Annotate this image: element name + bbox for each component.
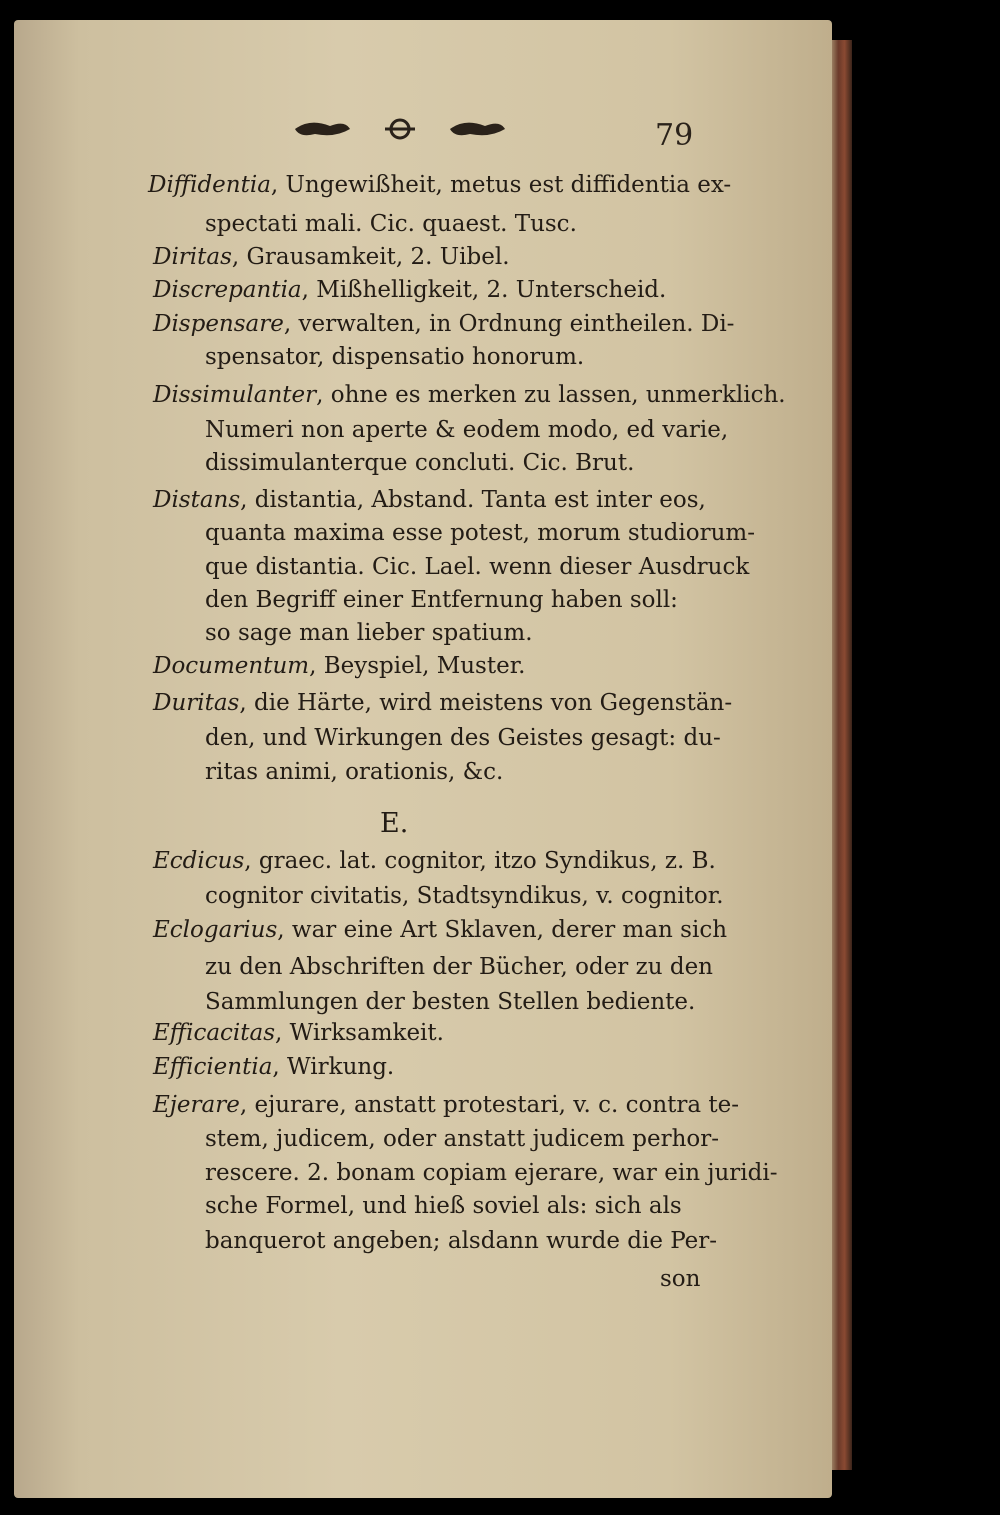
entry-headword: Diritas (153, 244, 232, 270)
entry-text: , graec. lat. cognitor, itzo Syndikus, z. B. (244, 848, 716, 874)
text-line (205, 415, 728, 445)
entry-headword: Eclogarius (153, 917, 278, 943)
entry-text: spensator, dispensatio honorum. (205, 344, 585, 370)
entry-headword: Efficientia (153, 1054, 273, 1080)
text-line (205, 518, 755, 548)
entry-headword: Distans (153, 487, 241, 513)
entry-text: stem, judicem, oder anstatt judicem perhor- (205, 1126, 719, 1152)
entry-text: , war eine Art Sklaven, derer man sich (277, 917, 728, 943)
entry-text: banquerot angeben; alsdann wurde die Per- (205, 1228, 718, 1254)
decorative-header-ornament-icon (290, 118, 510, 140)
entry-text: , Grausamkeit, 2. Uibel. (231, 244, 510, 270)
entry-text: , die Härte, wird meistens von Gegenstän- (239, 690, 733, 716)
entry-text: sche Formel, und hieß soviel als: sich als (205, 1193, 682, 1219)
entry-text: , ohne es merken zu lassen, unmerklich. (316, 382, 786, 408)
entry-text: , Mißhelligkeit, 2. Unterscheid. (301, 277, 667, 303)
entry-text: rescere. 2. bonam copiam ejerare, war ein juridi- (205, 1160, 778, 1186)
text-line (205, 881, 724, 911)
entry-headword: Duritas (153, 690, 240, 716)
text-line (153, 309, 734, 339)
entry-text: so sage man lieber spatium. (205, 620, 533, 646)
entry-text: , Ungewißheit, metus est diffidentia ex- (270, 172, 732, 198)
text-line (205, 342, 584, 372)
entry-text: Numeri non aperte & eodem modo, ed varie, (205, 417, 729, 443)
entry-text: den Begriff einer Entfernung haben soll: (205, 587, 678, 613)
text-line (205, 1191, 682, 1221)
entry-text: , Wirkung. (272, 1054, 395, 1080)
entry-text: spectati mali. Cic. quaest. Tusc. (205, 211, 577, 237)
entry-text: , verwalten, in Ordnung eintheilen. Di- (283, 311, 735, 337)
entry-text: son (660, 1266, 701, 1292)
entry-headword: Ecdicus (153, 848, 245, 874)
text-line (205, 448, 634, 478)
entry-text: quanta maxima esse potest, morum studiorum- (205, 520, 756, 546)
text-line (205, 952, 713, 982)
entry-text: , ejurare, anstatt protestari, v. c. contra te- (239, 1092, 740, 1118)
entry-text: , distantia, Abstand. Tanta est inter eos, (240, 487, 706, 513)
text-line (205, 552, 749, 582)
text-line (153, 688, 732, 718)
text-line (205, 585, 678, 615)
text-line (148, 170, 731, 200)
entry-headword: Efficacitas (153, 1020, 276, 1046)
text-line (205, 1158, 777, 1188)
text-line (660, 1264, 700, 1294)
text-line (153, 380, 786, 410)
entry-text: , Beyspiel, Muster. (309, 653, 526, 679)
entry-text: dissimulanterque concluti. Cic. Brut. (205, 450, 635, 476)
text-line (205, 723, 721, 753)
entry-headword: Documentum (153, 653, 310, 679)
text-line (205, 1124, 719, 1154)
entry-text: den, und Wirkungen des Geistes gesagt: du- (205, 725, 721, 751)
section-heading: E. (380, 808, 409, 839)
entry-text: ritas animi, orationis, &c. (205, 759, 504, 785)
text-line (205, 1226, 717, 1256)
entry-text: zu den Abschriften der Bücher, oder zu den (205, 954, 713, 980)
page-number: 79 (655, 118, 694, 153)
entry-headword: Diffidentia (148, 172, 271, 198)
text-line (205, 618, 533, 648)
text-line (153, 915, 727, 945)
entry-headword: Dispensare (153, 311, 284, 337)
text-line (205, 987, 695, 1017)
entry-headword: Ejerare (153, 1092, 240, 1118)
entry-text: que distantia. Cic. Lael. wenn dieser Ausdruck (205, 554, 750, 580)
text-line (153, 846, 716, 876)
entry-text: Sammlungen der besten Stellen bediente. (205, 989, 696, 1015)
text-line (205, 209, 577, 239)
text-line (205, 757, 503, 787)
entry-headword: Dissimulanter (153, 382, 317, 408)
text-line (153, 242, 510, 272)
entry-text: cognitor civitatis, Stadtsyndikus, v. cognitor. (205, 883, 724, 909)
text-line (153, 651, 526, 681)
text-line (153, 485, 706, 515)
text-line (153, 1018, 444, 1048)
entry-headword: Discrepantia (153, 277, 302, 303)
text-line (153, 1090, 739, 1120)
text-line (153, 275, 666, 305)
entry-text: , Wirksamkeit. (275, 1020, 444, 1046)
text-line (153, 1052, 394, 1082)
